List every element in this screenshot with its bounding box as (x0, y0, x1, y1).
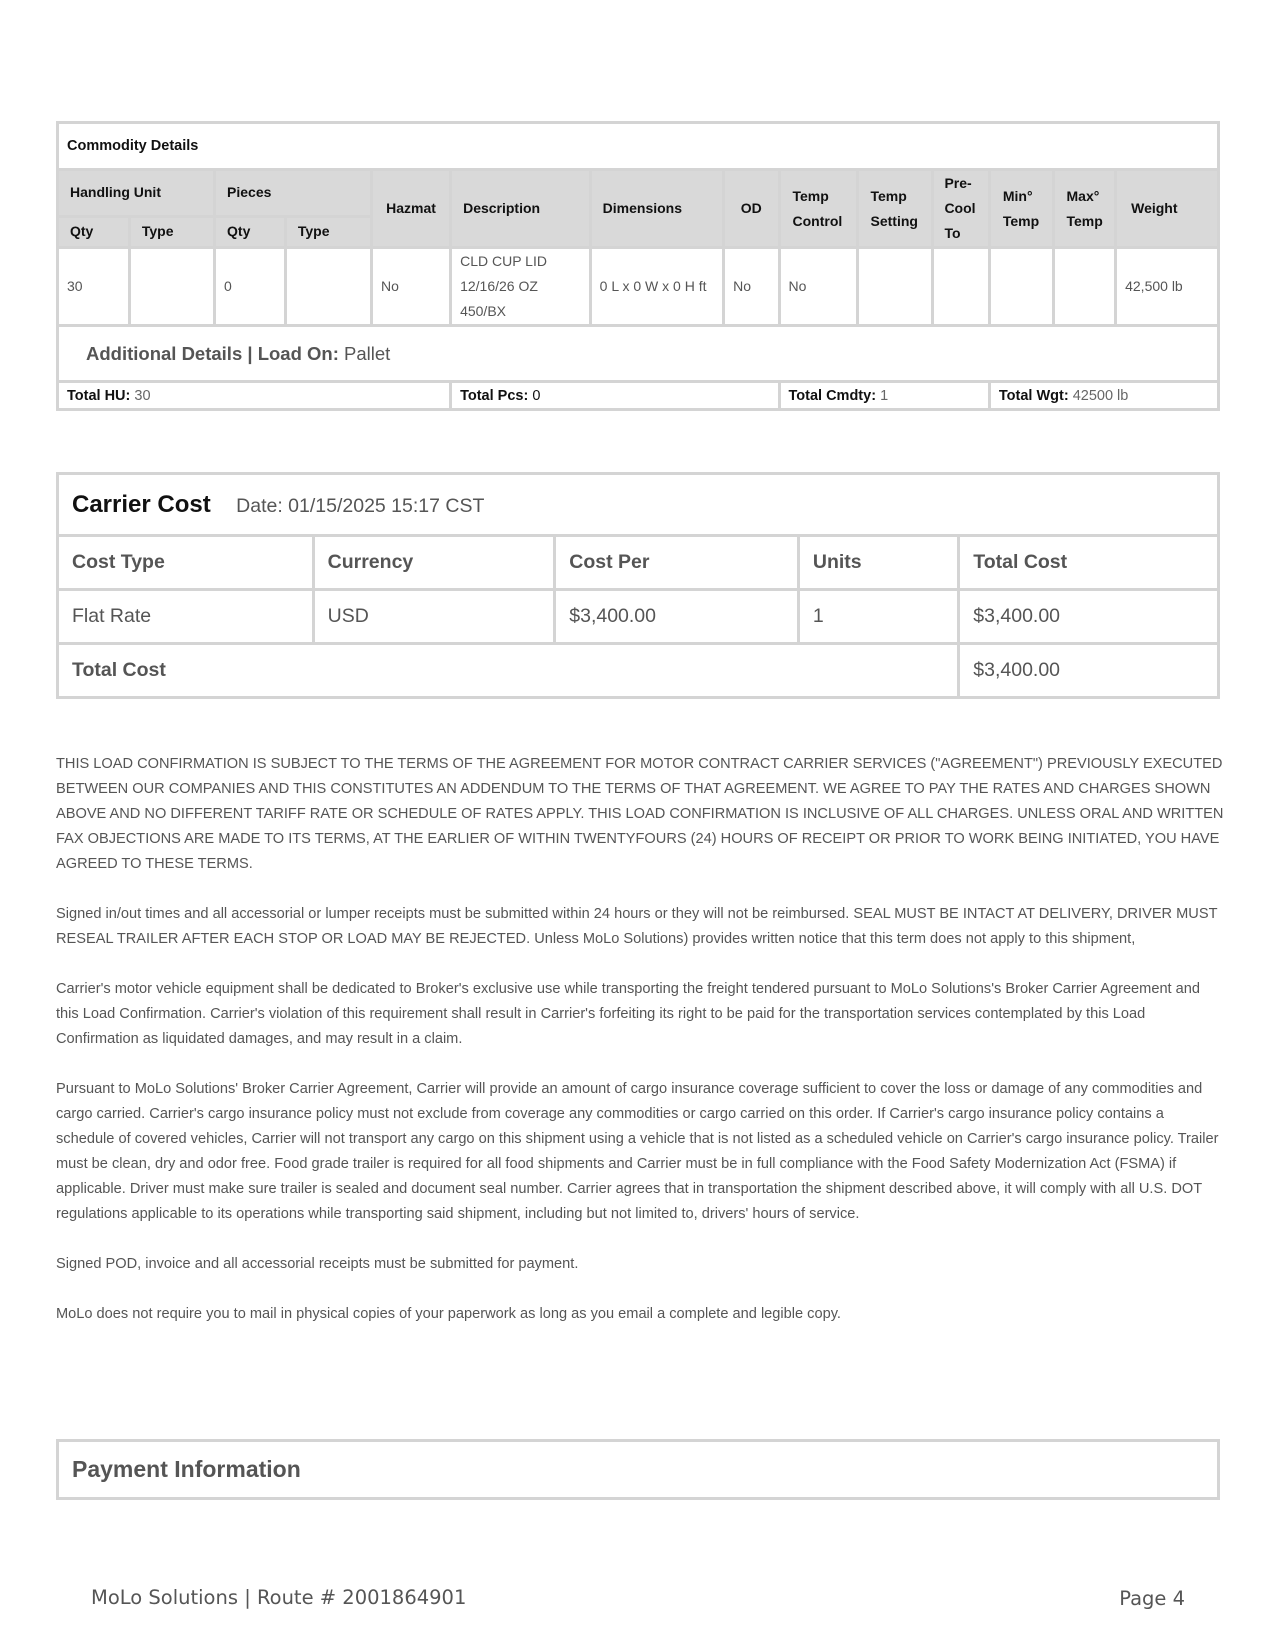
footer-page-number: Page 4 (1119, 1587, 1185, 1610)
cell-hu-qty: 30 (58, 248, 130, 326)
terms-paragraph: Carrier's motor vehicle equipment shall be dedicated to Broker's exclusive use while transporting the freight tendered pursuant to MoLo Solutions's Broker Carrier Agreement and this Load Confirmation. Carrier's violation of this requirement shall result in Carrier's forfeiting its right to be paid for the transportation services contemplated by this Load Confirmation as liquidated damages, and may result in a claim. (56, 981, 1201, 1047)
total-cmdty (779, 382, 989, 410)
terms-paragraph: MoLo does not require you to mail in physical copies of your paperwork as long as you email a complete and legible copy. (56, 1306, 841, 1322)
commodity-details-table (56, 121, 1220, 411)
carrier-cost-date: Date: 01/15/2025 15:17 CST (236, 494, 485, 517)
additional-details (58, 326, 1219, 382)
total-cmdty-label: Total Cmdty: (788, 387, 877, 404)
terms-paragraph: Pursuant to MoLo Solutions' Broker Carrier Agreement, Carrier will provide an amount of cargo insurance coverage sufficient to cover the loss or damage of any commodities and cargo carried. Carrier's cargo insurance policy must not exclude from coverage any commodities or cargo carried on this order. If Carrier's cargo insurance policy contains a schedule of covered vehicles, Carrier will not transport any cargo on this shipment using a vehicle that is not listed as a scheduled vehicle on Carrier's cargo insurance policy. Trailer must be clean, dry and odor free. Food grade trailer is required for all food shipments and Carrier must be in full compliance with the Food Safety Modernization Act (FSMA) if applicable. Driver must make sure trailer is sealed and document seal number. Carrier agrees that in transportation the shipment described above, it will comply with all U.S. DOT regulations applicable to its operations while transporting said shipment, including but not limited to, drivers' hours of service. (56, 1081, 1219, 1222)
header-weight: Weight (1116, 170, 1219, 248)
commodity-title: Commodity Details (58, 123, 1219, 170)
additional-details-label: Additional Details | Load On: (86, 342, 339, 364)
cell-pc-qty: 0 (215, 248, 286, 326)
cell-temp-control: No (779, 248, 857, 326)
header-cost-per: Cost Per (555, 536, 799, 590)
header-dimensions: Dimensions (590, 170, 723, 248)
header-total-cost: Total Cost (959, 536, 1219, 590)
terms-section (56, 752, 1226, 1352)
payment-information-section (56, 1439, 1220, 1500)
header-description: Description (451, 170, 591, 248)
header-od: OD (724, 170, 779, 248)
header-hu-type: Type (129, 216, 214, 247)
header-currency: Currency (313, 536, 555, 590)
cell-total-cost: $3,400.00 (959, 590, 1219, 644)
total-cost-value: $3,400.00 (959, 644, 1219, 698)
additional-details-value: Pallet (344, 342, 391, 364)
terms-paragraph: Signed POD, invoice and all accessorial receipts must be submitted for payment. (56, 1256, 579, 1272)
cell-units: 1 (798, 590, 958, 644)
total-wgt-label: Total Wgt: (998, 387, 1069, 404)
header-pc-qty: Qty (215, 216, 286, 247)
carrier-cost-table (56, 472, 1220, 699)
carrier-cost-title: Carrier Cost (72, 490, 211, 518)
cell-max-temp (1053, 248, 1116, 326)
header-cost-type: Cost Type (58, 536, 314, 590)
cost-row (58, 590, 1219, 644)
header-pc-type: Type (285, 216, 371, 247)
header-max-temp: Max° Temp (1053, 170, 1116, 248)
cell-pc-type (285, 248, 371, 326)
cell-od: No (724, 248, 779, 326)
total-pcs-label: Total Pcs: (460, 387, 529, 404)
total-cost-label: Total Cost (58, 644, 959, 698)
header-handling-unit: Handling Unit (58, 170, 215, 217)
header-pre-cool-to: Pre-Cool To (933, 170, 989, 248)
total-pcs (451, 382, 779, 410)
cell-description: CLD CUP LID 12/16/26 OZ 450/BX (451, 248, 591, 326)
payment-information-title: Payment Information (72, 1456, 301, 1482)
total-hu (58, 382, 451, 410)
header-hazmat: Hazmat (372, 170, 451, 248)
cell-weight: 42,500 lb (1116, 248, 1219, 326)
total-cmdty-value: 1 (880, 387, 889, 404)
cell-hu-type (129, 248, 214, 326)
terms-paragraph: Signed in/out times and all accessorial or lumper receipts must be submitted within 24 hours or they will not be reimbursed. SEAL MUST BE INTACT AT DELIVERY, DRIVER MUST RESEAL TRAILER AFTER EACH STOP OR LOAD MAY BE REJECTED. Unless MoLo Solutions) provides written notice that this term does not apply to this shipment, (56, 906, 1218, 947)
total-wgt (989, 382, 1218, 410)
header-temp-control: Temp Control (779, 170, 857, 248)
total-pcs-value: 0 (532, 387, 541, 404)
commodity-row (58, 248, 1219, 326)
carrier-cost-title-row (58, 474, 1219, 536)
footer-route: MoLo Solutions | Route # 2001864901 (91, 1586, 467, 1609)
cell-dimensions: 0 L x 0 W x 0 H ft (590, 248, 723, 326)
header-units: Units (798, 536, 958, 590)
total-hu-label: Total HU: (67, 387, 131, 404)
total-wgt-value: 42500 lb (1072, 387, 1129, 404)
header-temp-setting: Temp Setting (857, 170, 933, 248)
cell-hazmat: No (372, 248, 451, 326)
cell-currency: USD (313, 590, 555, 644)
header-hu-qty: Qty (58, 216, 130, 247)
header-pieces: Pieces (215, 170, 372, 217)
header-min-temp: Min° Temp (989, 170, 1053, 248)
terms-paragraph: THIS LOAD CONFIRMATION IS SUBJECT TO THE TERMS OF THE AGREEMENT FOR MOTOR CONTRACT CARRIER SERVICES ("AGREEMENT") PREVIOUSLY EXECUTED BETWEEN OUR COMPANIES AND THIS CONSTITUTES AN ADDENDUM TO THE TERMS OF THAT AGREEMENT. WE AGREE TO PAY THE RATES AND CHARGES SHOWN ABOVE AND NO DIFFERENT TARIFF RATE OR SCHEDULE OF RATES APPLY. THIS LOAD CONFIRMATION IS INCLUSIVE OF ALL CHARGES. UNLESS ORAL AND WRITTEN FAX OBJECTIONS ARE MADE TO ITS TERMS, AT THE EARLIER OF WITHIN TWENTYFOURS (24) HOURS OF RECEIPT OR PRIOR TO WORK BEING INITIATED, YOU HAVE AGREED TO THESE TERMS. (56, 756, 1224, 872)
cell-temp-setting (857, 248, 933, 326)
cell-cost-type: Flat Rate (58, 590, 314, 644)
cell-min-temp (989, 248, 1053, 326)
total-hu-value: 30 (134, 387, 151, 404)
cell-cost-per: $3,400.00 (555, 590, 799, 644)
cell-pre-cool-to (933, 248, 989, 326)
